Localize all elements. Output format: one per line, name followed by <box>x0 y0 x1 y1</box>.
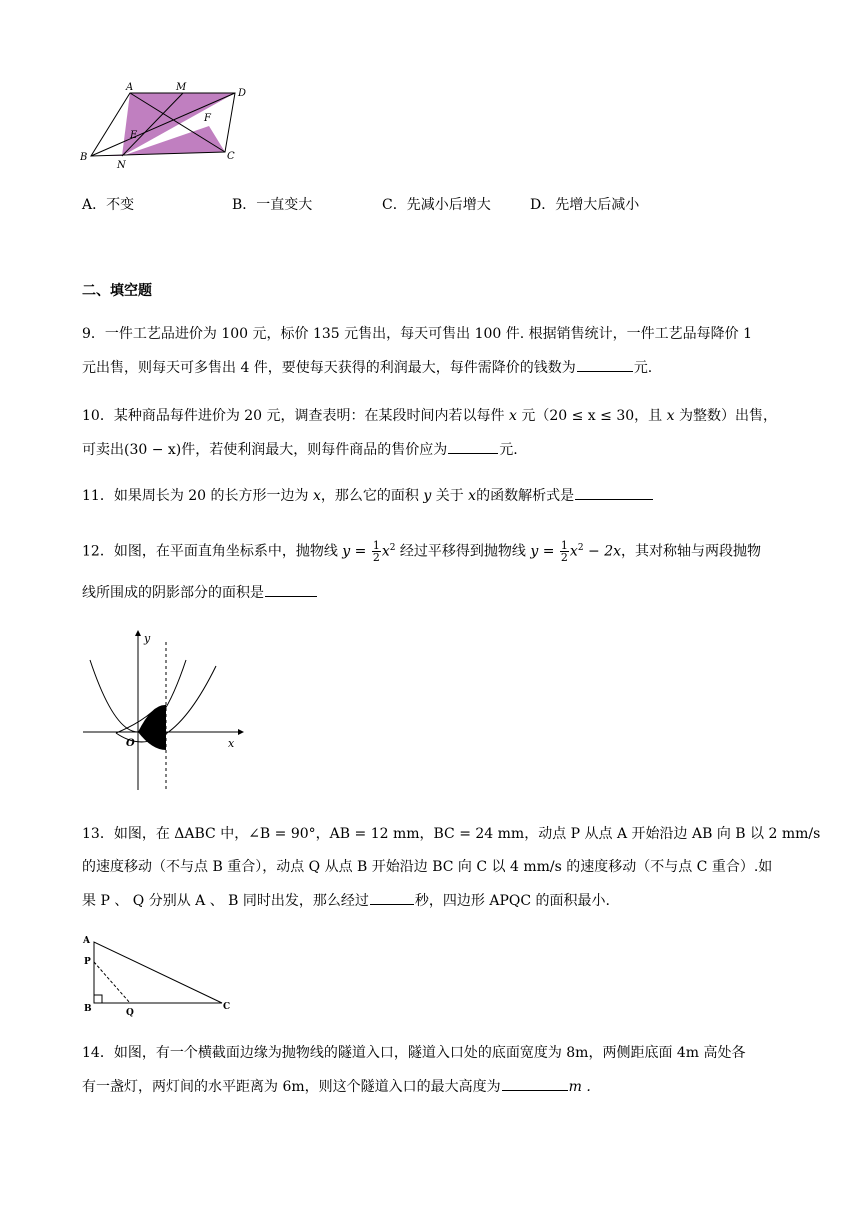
q12-fraction-1: $\frac{1}{2}$ <box>372 539 380 565</box>
q13-line3: 果 P 、 Q 分别从 A 、 B 同时出发，那么经过 秒，四边形 APQC 的面积最小. <box>82 890 610 911</box>
label-c: C <box>227 151 235 162</box>
label-b: B <box>80 152 88 163</box>
q9-line1: 9．一件工艺品进价为 100 元，标价 135 元售出，每天可售出 100 件. 根据销售统计，一件工艺品每降价 1 <box>82 326 753 342</box>
triangle-figure <box>80 932 240 1018</box>
q8-options <box>82 194 782 216</box>
option-d[interactable]: D．先增大后减小 <box>530 197 640 213</box>
q10-answer-blank[interactable] <box>448 439 498 454</box>
origin-label: O <box>126 738 135 749</box>
q10-line2: 可卖出(30 − x)件，若使利润最大，则每件商品的售价应为 元. <box>82 439 518 460</box>
label-c: C <box>223 1002 231 1012</box>
label-p: P <box>84 957 91 967</box>
q12-line2: 线所围成的阴影部分的面积是 <box>82 582 318 603</box>
label-d: D <box>238 88 247 99</box>
q14-answer-blank[interactable] <box>502 1076 568 1091</box>
q12-answer-blank[interactable] <box>265 582 317 597</box>
q9-line2: 元出售，则每天可多售出 4 件，要使每天获得的利润最大，每件需降价的钱数为 元. <box>82 357 652 378</box>
parallelogram-figure <box>80 80 260 172</box>
q12-line1: 12．如图，在平面直角坐标系中，抛物线 y = $\frac{1}{2}$ $x^2$ 经过平移得到抛物线 y = $\frac{1}{2}$ $x^2 - 2x$，其对称轴与两段抛物 <box>82 539 761 565</box>
triangle-abc <box>94 942 222 1003</box>
q14-line2: 有一盏灯，两灯间的水平距离为 6m，则这个隧道入口的最大高度为 m . <box>82 1076 591 1097</box>
label-m: M <box>176 82 187 93</box>
parabola-figure <box>78 628 248 794</box>
segment-pq <box>94 962 130 1003</box>
y-label: y <box>144 632 151 645</box>
right-angle-mark <box>94 995 102 1003</box>
option-b[interactable]: B．一直变大 <box>232 197 313 213</box>
shaded-area <box>138 705 166 750</box>
q13-line1: 13．如图，在 ΔABC 中，∠B = 90°，AB = 12 mm，BC = 24 mm，动点 P 从点 A 开始沿边 AB 向 B 以 2 mm/s <box>82 826 821 842</box>
label-n: N <box>117 160 126 171</box>
section-title: 二、填空题 <box>82 283 152 299</box>
q11-line: 11．如果周长为 20 的长方形一边为 x，那么它的面积 y 关于 x的函数解析式是 <box>82 485 654 506</box>
q13-answer-blank[interactable] <box>370 890 414 905</box>
label-q: Q <box>126 1008 134 1018</box>
label-b: B <box>84 1004 92 1014</box>
q12-fraction-2: $\frac{1}{2}$ <box>560 539 568 565</box>
y-axis-arrow <box>135 630 141 636</box>
option-c[interactable]: C．先减小后增大 <box>382 197 491 213</box>
option-a[interactable]: A．不变 <box>82 197 135 213</box>
label-f: F <box>204 113 211 124</box>
label-a: A <box>126 82 134 93</box>
q14-line1: 14．如图，有一个横截面边缘为抛物线的隧道入口，隧道入口处的底面宽度为 8m，两侧距底面 4m 高处各 <box>82 1045 746 1061</box>
x-axis-arrow <box>238 729 244 735</box>
label-a: A <box>83 936 90 946</box>
q9-answer-blank[interactable] <box>577 357 633 372</box>
q13-line2: 的速度移动（不与点 B 重合），动点 Q 从点 B 开始沿边 BC 向 C 以 4 mm/s 的速度移动（不与点 C 重合）.如 <box>82 859 773 875</box>
x-label: x <box>228 737 235 750</box>
q10-line1: 10．某种商品每件进价为 20 元，调查表明：在某段时间内若以每件 x 元（20 ≤ x ≤ 30，且 x 为整数）出售， <box>82 408 777 424</box>
q11-answer-blank[interactable] <box>575 485 653 500</box>
label-e: E <box>130 130 138 141</box>
